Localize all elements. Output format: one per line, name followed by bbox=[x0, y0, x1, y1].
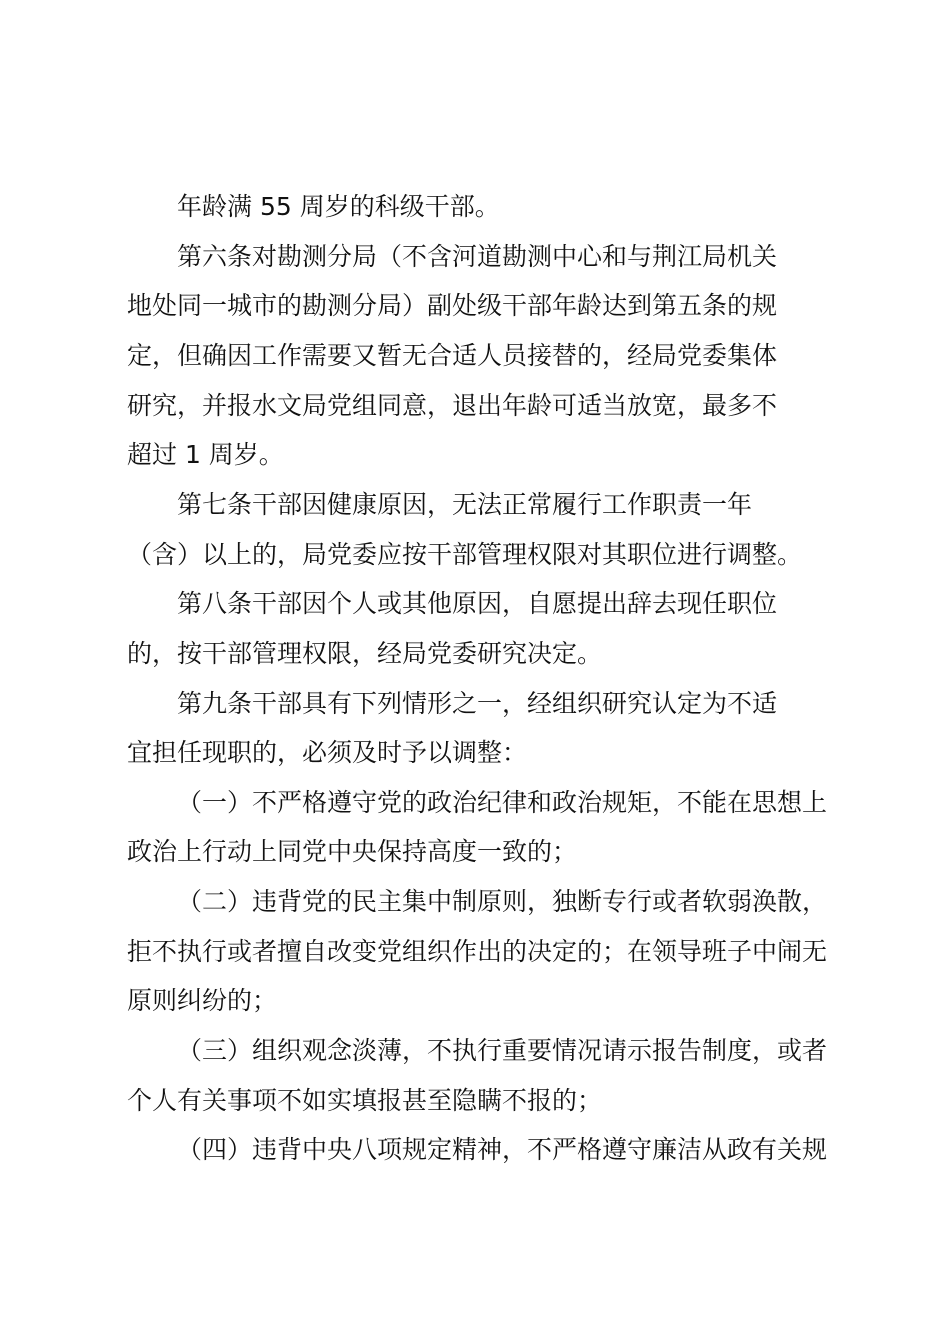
text-line: （三）组织观念淡薄，不执行重要情况请示报告制度，或者 bbox=[177, 1036, 828, 1065]
text-line: （四）违背中央八项规定精神，不严格遵守廉洁从政有关规 bbox=[177, 1135, 828, 1164]
text-line: 政治上行动上同党中央保持高度一致的； bbox=[127, 837, 578, 866]
text-line: 第九条干部具有下列情形之一，经组织研究认定为不适 bbox=[177, 689, 778, 718]
text-line: 超过 1 周岁。 bbox=[127, 440, 284, 469]
text-line: 宜担任现职的，必须及时予以调整： bbox=[127, 738, 528, 767]
text-line: 的，按干部管理权限，经局党委研究决定。 bbox=[127, 639, 603, 668]
text-line: （二）违背党的民主集中制原则，独断专行或者软弱涣散， bbox=[177, 887, 828, 916]
text-line: 年龄满 55 周岁的科级干部。 bbox=[177, 192, 500, 221]
text-line: 研究，并报水文局党组同意，退出年龄可适当放宽，最多不 bbox=[127, 391, 778, 420]
text-line: 拒不执行或者擅自改变党组织作出的决定的；在领导班子中闹无 bbox=[127, 937, 828, 966]
text-line: 原则纠纷的； bbox=[127, 986, 278, 1015]
text-line: （含）以上的，局党委应按干部管理权限对其职位进行调整。 bbox=[127, 540, 803, 569]
text-line: 第六条对勘测分局（不含河道勘测中心和与荆江局机关 bbox=[177, 242, 778, 271]
text-line: 第七条干部因健康原因，无法正常履行工作职责一年 bbox=[177, 490, 753, 519]
text-line: （一）不严格遵守党的政治纪律和政治规矩，不能在思想上 bbox=[177, 788, 828, 817]
text-line: 第八条干部因个人或其他原因，自愿提出辞去现任职位 bbox=[177, 589, 778, 618]
text-line: 定，但确因工作需要又暂无合适人员接替的，经局党委集体 bbox=[127, 341, 778, 370]
text-line: 个人有关事项不如实填报甚至隐瞒不报的； bbox=[127, 1086, 603, 1115]
text-line: 地处同一城市的勘测分局）副处级干部年龄达到第五条的规 bbox=[127, 291, 778, 320]
